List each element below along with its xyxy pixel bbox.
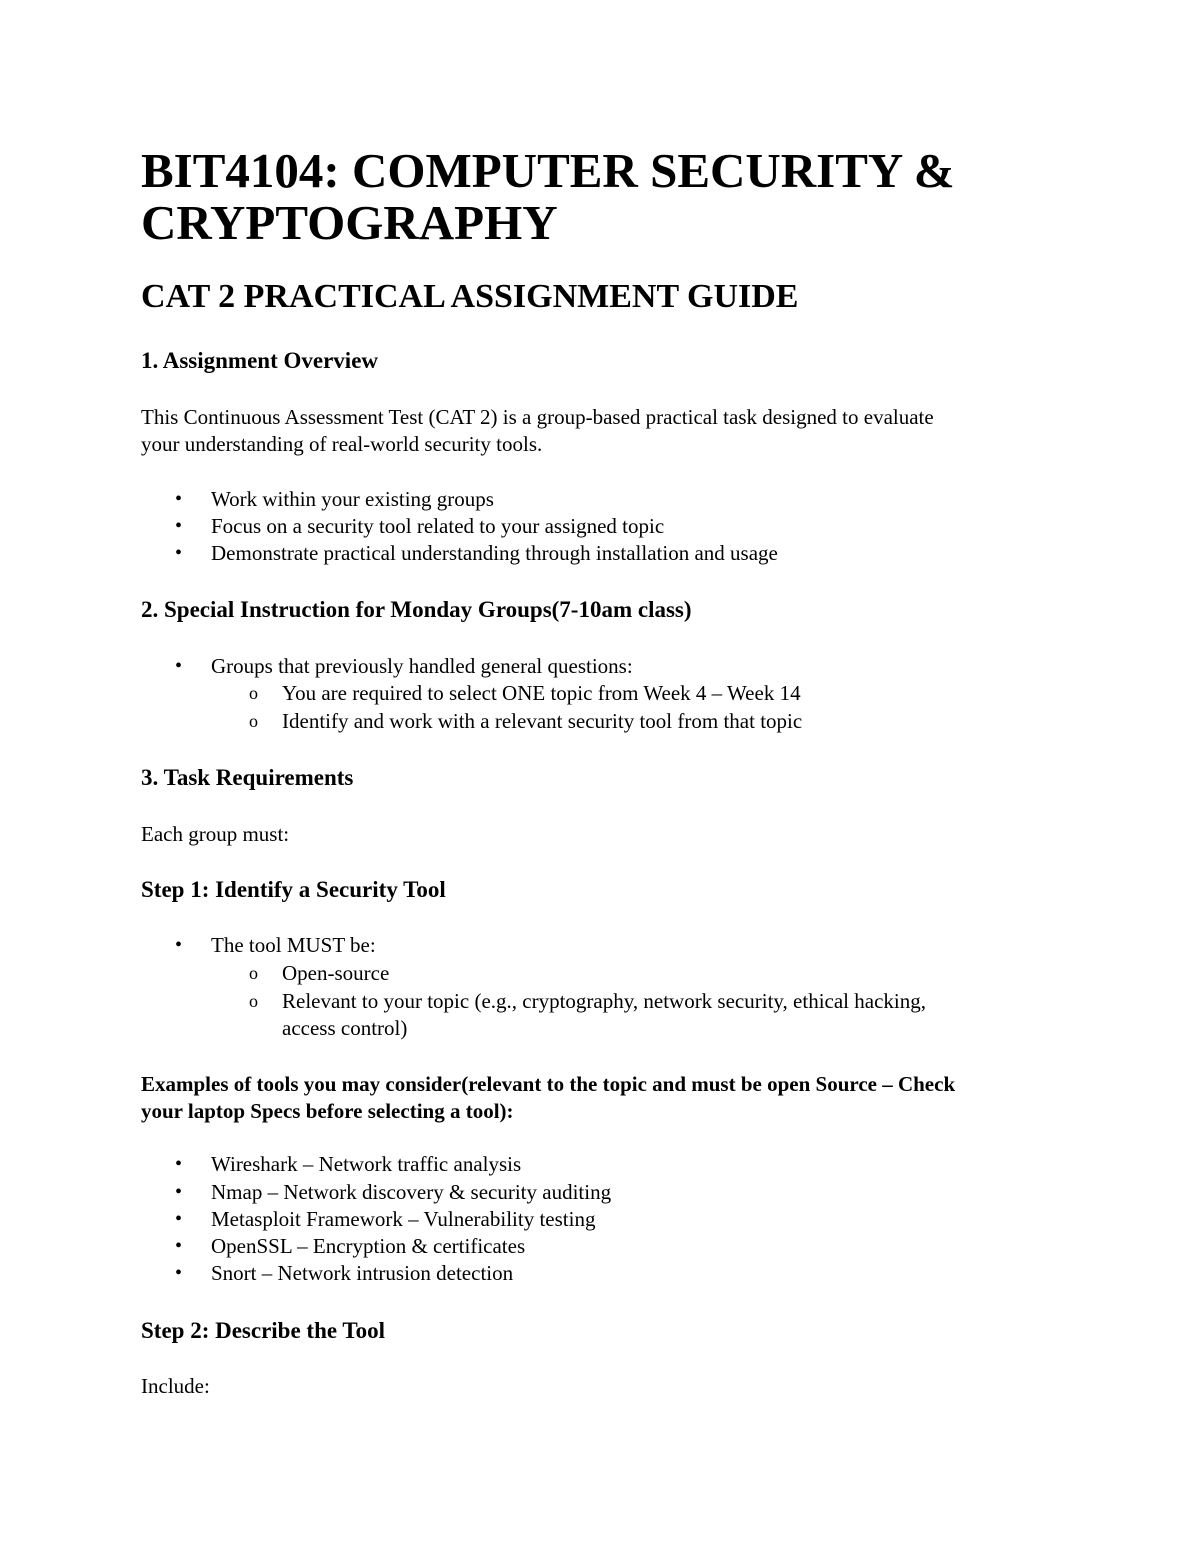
sub-bullet-icon: o [249,683,258,703]
tool-list-item: Wireshark – Network traffic analysis [211,1152,522,1176]
bullet-icon: • [175,1153,183,1175]
section-1-paragraph-line-1: This Continuous Assessment Test (CAT 2) is a group-based practical task designed to evaluate [141,405,934,429]
bullet-icon: • [175,1235,183,1257]
tool-list-item: OpenSSL – Encryption & certificates [211,1234,526,1258]
document-subtitle: CAT 2 PRACTICAL ASSIGNMENT GUIDE [141,278,799,315]
bullet-icon: • [175,1262,183,1284]
document-title-line-1: BIT4104: COMPUTER SECURITY & [141,143,955,198]
sub-list-item-continuation: access control) [282,1016,408,1040]
tool-list-item: Snort – Network intrusion detection [211,1261,514,1285]
bullet-icon: • [175,515,183,537]
sub-bullet-icon: o [249,711,258,731]
step-2-heading: Step 2: Describe the Tool [141,1318,386,1343]
section-1-paragraph-line-2: your understanding of real-world security tools. [141,432,543,456]
examples-paragraph-line-1: Examples of tools you may consider(relevant to the topic and must be open Source – Check [141,1072,956,1096]
sub-bullet-icon: o [249,963,258,983]
bullet-icon: • [175,542,183,564]
bullet-icon: • [175,1181,183,1203]
section-3-heading: 3. Task Requirements [141,765,354,790]
list-item: Groups that previously handled general questions: [211,654,633,678]
bullet-icon: • [175,488,183,510]
section-1-heading: 1. Assignment Overview [141,348,379,373]
sub-list-item: Open-source [282,961,390,985]
sub-bullet-icon: o [249,991,258,1011]
bullet-icon: • [175,655,183,677]
bullet-icon: • [175,1208,183,1230]
sub-list-item: Relevant to your topic (e.g., cryptography, network security, ethical hacking, [282,989,926,1013]
list-item: The tool MUST be: [211,933,376,957]
list-item: Work within your existing groups [211,487,494,511]
step-2-intro: Include: [141,1374,210,1398]
examples-paragraph-line-2: your laptop Specs before selecting a tool): [141,1099,514,1123]
step-1-heading: Step 1: Identify a Security Tool [141,877,446,902]
tool-list-item: Metasploit Framework – Vulnerability testing [211,1207,596,1231]
section-2-heading: 2. Special Instruction for Monday Groups(7-10am class) [141,597,692,622]
list-item: Focus on a security tool related to your assigned topic [211,514,665,538]
bullet-icon: • [175,934,183,956]
sub-list-item: Identify and work with a relevant security tool from that topic [282,709,803,733]
document-title-line-2: CRYPTOGRAPHY [141,195,558,250]
tool-list-item: Nmap – Network discovery & security auditing [211,1180,612,1204]
list-item: Demonstrate practical understanding through installation and usage [211,541,778,565]
sub-list-item: You are required to select ONE topic from Week 4 – Week 14 [282,681,801,705]
section-3-intro: Each group must: [141,822,290,846]
